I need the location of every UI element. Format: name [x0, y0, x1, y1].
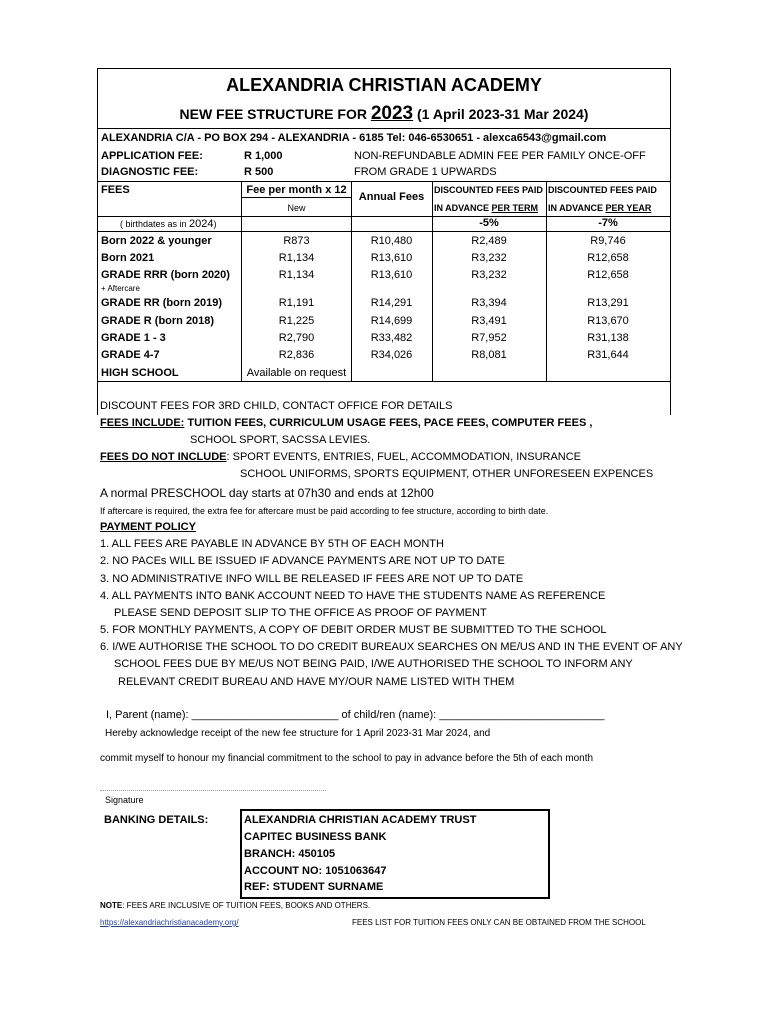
col-year-header-1: DISCOUNTED FEES PAID	[548, 185, 657, 195]
row-month-fee: R2,836	[278, 349, 315, 361]
col-month-header: Fee per month x 12	[246, 184, 347, 196]
policy-item: 1. ALL FEES ARE PAYABLE IN ADVANCE BY 5TH OF EACH MONTH	[100, 538, 444, 550]
policy-item: RELEVANT CREDIT BUREAU AND HAVE MY/OUR NAME LISTED WITH THEM	[118, 676, 515, 688]
policy-item: 3. NO ADMINISTRATIVE INFO WILL BE RELEASED IF FEES ARE NOT UP TO DATE	[100, 573, 524, 585]
col-annual-header: Annual Fees	[358, 191, 425, 203]
page-subtitle: NEW FEE STRUCTURE FOR 2023 (1 April 2023-31 Mar 2024)	[179, 103, 589, 124]
row-annual-fee: R33,482	[370, 332, 413, 344]
col-year-header-2: IN ADVANCE PER YEAR	[548, 203, 652, 213]
policy-item: 4. ALL PAYMENTS INTO BANK ACCOUNT NEED TO HAVE THE STUDENTS NAME AS REFERENCE	[100, 590, 606, 602]
discount-note: DISCOUNT FEES FOR 3RD CHILD, CONTACT OFFICE FOR DETAILS	[100, 400, 453, 412]
row-annual-fee: R13,610	[370, 269, 413, 281]
application-fee-note: NON-REFUNDABLE ADMIN FEE PER FAMILY ONCE-OFF	[354, 150, 646, 162]
col-term-discount: -5%	[479, 217, 499, 229]
row-year-fee: R9,746	[590, 235, 626, 247]
col-month-subheader: New	[287, 203, 306, 213]
row-term-fee: R7,952	[471, 332, 507, 344]
row-month-fee: R2,790	[278, 332, 315, 344]
divider	[98, 381, 670, 382]
row-annual-fee: R10,480	[370, 235, 413, 247]
policy-item: PLEASE SEND DEPOSIT SLIP TO THE OFFICE AS PROOF OF PAYMENT	[114, 607, 487, 619]
address-line: ALEXANDRIA C/A - PO BOX 294 - ALEXANDRIA - 6185 Tel: 046-6530651 - alexca6543@gmail.com	[101, 132, 607, 144]
acknowledge-line: Hereby acknowledge receipt of the new fee structure for 1 April 2023-31 Mar 2024, and	[105, 728, 491, 739]
row-label: GRADE RRR (born 2020)	[101, 269, 230, 281]
application-fee-label: APPLICATION FEE:	[101, 150, 203, 162]
aftercare-note: + Aftercare	[101, 284, 140, 293]
website-link[interactable]: https://alexandriachristianacademy.org/	[100, 918, 239, 927]
signature-line	[100, 790, 326, 791]
row-month-fee: R1,225	[278, 315, 315, 327]
fees-include-cont: SCHOOL SPORT, SACSSA LEVIES.	[190, 434, 371, 446]
preschool-note: A normal PRESCHOOL day starts at 07h30 and ends at 12h00	[100, 486, 434, 500]
diagnostic-fee-label: DIAGNOSTIC FEE:	[101, 166, 199, 178]
divider	[98, 181, 670, 182]
bank-reference: REF: STUDENT SURNAME	[244, 881, 384, 893]
policy-item: 5. FOR MONTHLY PAYMENTS, A COPY OF DEBIT ORDER MUST BE SUBMITTED TO THE SCHOOL	[100, 624, 607, 636]
payment-policy-heading: PAYMENT POLICY	[100, 521, 196, 533]
application-fee-value: R 1,000	[244, 150, 283, 162]
row-month-fee: R1,134	[278, 269, 315, 281]
bank-branch: BRANCH: 450105	[244, 848, 336, 860]
row-label: Born 2022 & younger	[101, 235, 212, 247]
row-label: GRADE R (born 2018)	[101, 315, 215, 327]
divider	[98, 231, 670, 232]
row-term-fee: R3,232	[471, 252, 507, 264]
row-annual-fee: R14,291	[370, 297, 413, 309]
row-year-fee: R12,658	[587, 269, 629, 281]
row-label: HIGH SCHOOL	[101, 367, 179, 379]
fees-exclude-cont: SCHOOL UNIFORMS, SPORTS EQUIPMENT, OTHER UNFORESEEN EXPENCES	[240, 468, 654, 480]
diagnostic-fee-note: FROM GRADE 1 UPWARDS	[354, 166, 497, 178]
row-label: GRADE 1 - 3	[101, 332, 166, 344]
parent-name-line: I, Parent (name): ________________________ of child/ren (name): ___________________________	[106, 709, 605, 721]
row-label: GRADE 4-7	[101, 349, 160, 361]
bank-account-name: ALEXANDRIA CHRISTIAN ACADEMY TRUST	[244, 814, 477, 826]
signature-label: Signature	[105, 795, 144, 805]
divider	[98, 128, 670, 129]
row-term-fee: R8,081	[471, 349, 507, 361]
row-month-fee: Available on request	[246, 367, 347, 379]
row-annual-fee: R14,699	[370, 315, 413, 327]
row-annual-fee: R34,026	[370, 349, 413, 361]
row-year-fee: R13,670	[587, 315, 629, 327]
footer-note: NOTE: FEES ARE INCLUSIVE OF TUITION FEES, BOOKS AND OTHERS.	[100, 901, 371, 910]
subtitle-year: 2023	[370, 103, 414, 124]
row-month-fee: R1,134	[278, 252, 315, 264]
col-year-discount: -7%	[598, 217, 618, 229]
policy-item: SCHOOL FEES DUE BY ME/US NOT BEING PAID, I/WE AUTHORISED THE SCHOOL TO INFORM ANY	[114, 658, 633, 670]
row-label: Born 2021	[101, 252, 155, 264]
row-term-fee: R3,491	[471, 315, 507, 327]
row-year-fee: R13,291	[587, 297, 629, 309]
birthdates-note: ( birthdates as in 2024)	[120, 218, 217, 230]
bank-account-number: ACCOUNT NO: 1051063647	[244, 865, 387, 877]
diagnostic-fee-value: R 500	[244, 166, 274, 178]
row-term-fee: R3,232	[471, 269, 507, 281]
fees-list-note: FEES LIST FOR TUITION FEES ONLY CAN BE OBTAINED FROM THE SCHOOL	[352, 918, 646, 927]
bank-name: CAPITEC BUSINESS BANK	[244, 831, 387, 843]
row-label: GRADE RR (born 2019)	[101, 297, 223, 309]
page-title: ALEXANDRIA CHRISTIAN ACADEMY	[226, 75, 542, 95]
row-month-fee: R1,191	[278, 297, 315, 309]
divider	[241, 197, 352, 198]
row-year-fee: R31,138	[587, 332, 629, 344]
banking-details-box	[240, 809, 550, 899]
aftercare-policy: If aftercare is required, the extra fee for aftercare must be paid according to fee structure, according to birth date.	[100, 506, 549, 516]
banking-label: BANKING DETAILS:	[104, 814, 209, 826]
col-term-header-1: DISCOUNTED FEES PAID	[434, 185, 543, 195]
row-term-fee: R2,489	[471, 235, 507, 247]
fee-structure-box	[97, 68, 671, 415]
policy-item: 6. I/WE AUTHORISE THE SCHOOL TO DO CREDIT BUREAUX SEARCHES ON ME/US AND IN THE EVENT OF ANY	[100, 641, 683, 653]
row-year-fee: R12,658	[587, 252, 629, 264]
fees-exclude: FEES DO NOT INCLUDE: SPORT EVENTS, ENTRIES, FUEL, ACCOMMODATION, INSURANCE	[100, 451, 582, 463]
row-month-fee: R873	[283, 235, 310, 247]
commit-line: commit myself to honour my financial commitment to the school to pay in advance before the 5th of each month	[100, 753, 594, 764]
col-term-header-2: IN ADVANCE PER TERM	[434, 203, 539, 213]
policy-item: 2. NO PACEs WILL BE ISSUED IF ADVANCE PAYMENTS ARE NOT UP TO DATE	[100, 555, 505, 567]
row-term-fee: R3,394	[471, 297, 507, 309]
row-year-fee: R31,644	[587, 349, 629, 361]
col-fees-header: FEES	[101, 184, 130, 196]
fees-include: FEES INCLUDE: TUITION FEES, CURRICULUM USAGE FEES, PACE FEES, COMPUTER FEES ,	[100, 417, 593, 429]
row-annual-fee: R13,610	[370, 252, 413, 264]
